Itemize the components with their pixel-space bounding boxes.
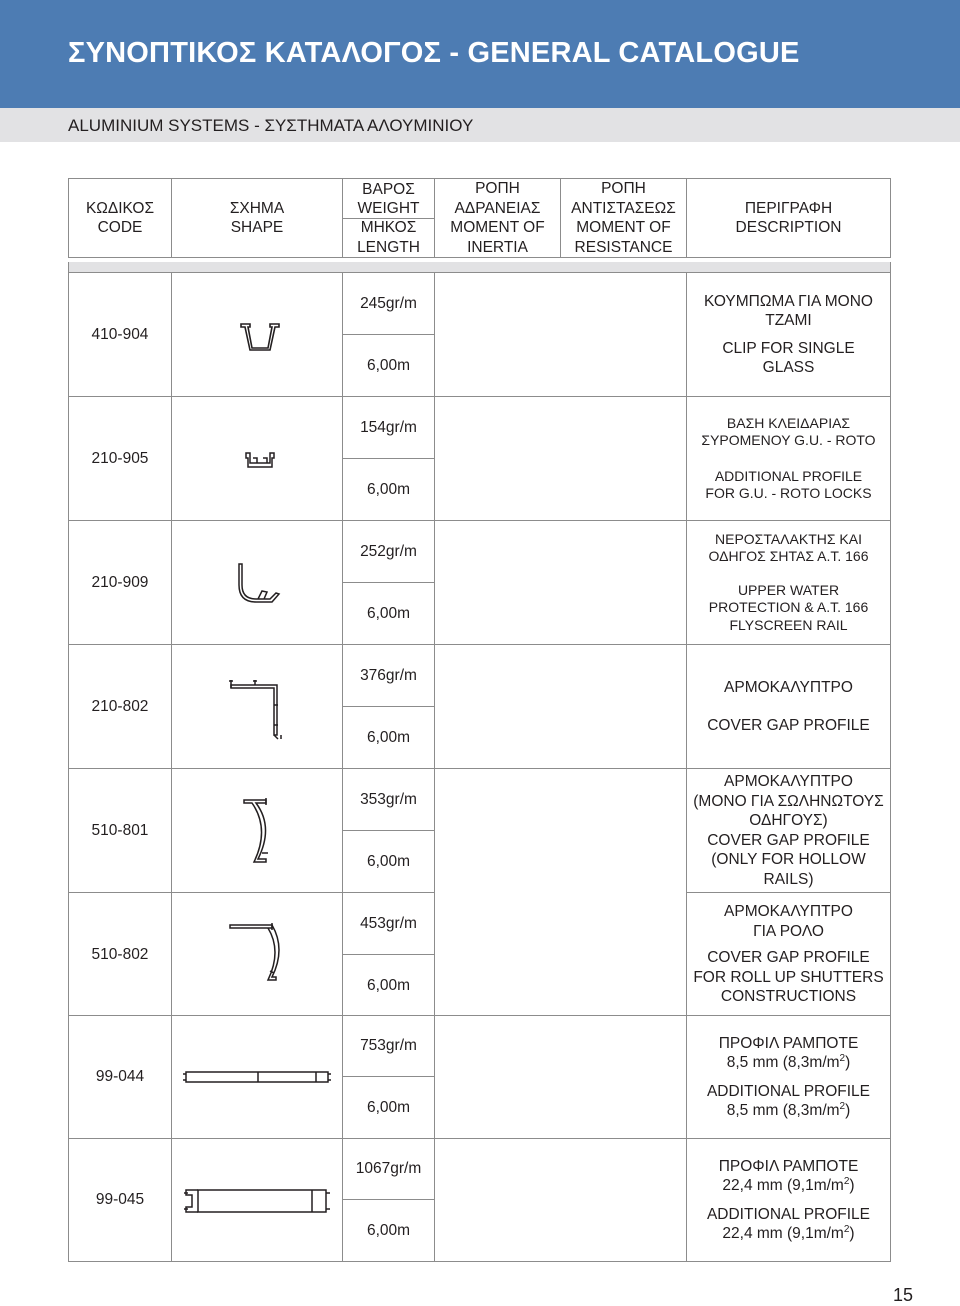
code-cell: 410-904 [68, 272, 172, 397]
desc-gr-line [722, 1176, 854, 1196]
desc-gr-line: ΤΖΑΜΙ [765, 312, 812, 329]
description-cell [686, 520, 891, 645]
desc-en-line [722, 1224, 854, 1244]
header-separator [68, 262, 891, 272]
code-cell: 99-044 [68, 1015, 172, 1139]
header-weight [343, 180, 434, 218]
desc-gr-line: ΣΥΡΟΜΕΝΟΥ G.U. - ROTO [701, 432, 876, 448]
inertia-cell [434, 768, 561, 1017]
inertia-cell [434, 1138, 561, 1262]
header-weight-length [342, 178, 435, 258]
desc-en-line: GLASS [762, 359, 815, 376]
weight-cell: 154gr/m [342, 396, 435, 459]
header-length-en: LENGTH [357, 238, 420, 256]
desc-en-line: COVER GAP PROFILE [707, 949, 870, 967]
profile-210-909-shape [236, 563, 280, 605]
desc-en-line: COVER GAP PROFILE [707, 717, 870, 734]
resistance-cell [560, 1015, 687, 1139]
desc-gr-line: ΟΔΗΓΟΥΣ) [749, 812, 828, 829]
desc-en-line: (ONLY FOR HOLLOW [711, 851, 866, 868]
shape-cell [171, 1015, 343, 1139]
header-desc-en: DESCRIPTION [735, 219, 842, 236]
desc-en-line: CLIP FOR SINGLE [722, 339, 855, 357]
desc-en-line: ADDITIONAL PROFILE [706, 1205, 871, 1223]
description-cell [686, 1138, 891, 1262]
desc-en-line: RAILS) [763, 870, 814, 888]
weight-cell: 376gr/m [342, 644, 435, 707]
resistance-cell [560, 396, 687, 521]
desc-gr-line: ΑΡΜΟΚΑΛΥΠΤΡΟ [724, 903, 853, 921]
profile-210-905-shape [245, 452, 275, 468]
desc-gr-line: (ΜΟΝΟ ΓΙΑ ΣΩΛΗΝΩΤΟΥΣ [693, 792, 884, 810]
profile-510-801-shape [242, 797, 276, 863]
shape-cell [171, 1138, 343, 1262]
length-cell: 6,00m [342, 1199, 435, 1262]
header-shape-en: SHAPE [230, 219, 284, 236]
shape-cell [171, 272, 343, 397]
length-cell: 6,00m [342, 582, 435, 645]
length-cell: 6,00m [342, 830, 435, 893]
desc-en-line: FOR G.U. - ROTO LOCKS [705, 485, 872, 501]
description-cell [686, 768, 891, 893]
code-cell: 210-802 [68, 644, 172, 769]
description-cell [686, 1015, 891, 1139]
inertia-cell [434, 520, 561, 645]
inertia-cell [434, 644, 561, 769]
weight-cell: 453gr/m [342, 892, 435, 955]
desc-gr-line: ΑΡΜΟΚΑΛΥΠΤΡΟ [724, 678, 853, 696]
subtitle-bar [0, 108, 960, 142]
weight-cell: 753gr/m [342, 1015, 435, 1077]
desc-gr-line: ΒΑΣΗ ΚΛΕΙΔΑΡΙΑΣ [726, 414, 851, 431]
description-cell [686, 272, 891, 397]
header-code-gr: ΚΩΔΙΚΟΣ [85, 199, 155, 217]
inertia-cell [434, 272, 561, 397]
weight-cell: 245gr/m [342, 272, 435, 335]
desc-en-text: 22,4 mm (9,1m/m [722, 1225, 844, 1242]
profile-99-044-shape [182, 1070, 332, 1084]
profile-510-802-shape [228, 921, 284, 981]
desc-en-line [727, 1101, 851, 1121]
header-resistance-line: MOMENT OF [576, 219, 671, 236]
length-cell: 6,00m [342, 458, 435, 521]
weight-cell: 252gr/m [342, 520, 435, 583]
desc-en-line: FOR ROLL UP SHUTTERS [693, 968, 884, 986]
resistance-cell [560, 644, 687, 769]
inertia-cell [434, 396, 561, 521]
desc-en-superscript: 2 [839, 1101, 846, 1112]
header-shape-gr: ΣΧΗΜΑ [229, 199, 285, 217]
desc-gr-line [727, 1053, 851, 1073]
description-cell [686, 644, 891, 769]
desc-gr-line: ΠΡΟΦΙΛ ΡΑΜΠΟΤΕ [718, 1157, 859, 1175]
desc-gr-line: ΑΡΜΟΚΑΛΥΠΤΡΟ [724, 773, 853, 790]
desc-en-end: ) [849, 1225, 855, 1242]
desc-gr-text: 22,4 mm (9,1m/m [722, 1177, 844, 1194]
shape-cell [171, 768, 343, 893]
desc-en-line: COVER GAP PROFILE [707, 831, 870, 849]
resistance-cell [560, 272, 687, 397]
code-cell: 210-909 [68, 520, 172, 645]
desc-gr-line: ΚΟΥΜΠΩΜΑ ΓΙΑ ΜΟΝΟ [703, 292, 873, 310]
desc-gr-line: ΟΔΗΓΟΣ ΣΗΤΑΣ Α.Τ. 166 [708, 548, 869, 565]
header-shape [171, 178, 343, 258]
shape-cell [171, 892, 343, 1017]
profile-410-904-shape [240, 321, 280, 351]
length-cell: 6,00m [342, 706, 435, 769]
desc-en-text: 8,5 mm (8,3m/m [726, 1102, 840, 1119]
header-weight-gr: ΒΑΡΟΣ [362, 180, 415, 198]
header-inertia-line: INERTIA [467, 238, 528, 256]
shape-cell [171, 644, 343, 769]
desc-gr-line: ΝΕΡΟΣΤΑΛΑΚΤΗΣ ΚΑΙ [715, 530, 862, 547]
desc-gr-line: ΠΡΟΦΙΛ ΡΑΜΠΟΤΕ [718, 1034, 859, 1052]
section-subtitle: ALUMINIUM SYSTEMS - ΣΥΣΤΗΜΑΤΑ ΑΛΟΥΜΙΝΙΟΥ [68, 116, 474, 135]
header-code-en: CODE [97, 219, 143, 236]
desc-en-line: PROTECTION & A.T. 166 [708, 599, 869, 616]
desc-gr-text: 8,5 mm (8,3m/m [726, 1054, 840, 1071]
inertia-cell [434, 1015, 561, 1139]
header-length [343, 218, 434, 256]
page-number: 15 [893, 1285, 914, 1305]
header-resistance-line: ΡΟΠΗ [601, 180, 646, 197]
header-length-gr: ΜΗΚΟΣ [360, 219, 417, 236]
description-cell [686, 396, 891, 521]
desc-en-line: ADDITIONAL PROFILE [706, 1082, 871, 1100]
desc-gr-superscript: 2 [843, 1176, 850, 1187]
header-resistance-line: RESISTANCE [574, 238, 673, 256]
resistance-cell [560, 1138, 687, 1262]
desc-en-line: ADDITIONAL PROFILE [714, 467, 863, 484]
shape-cell [171, 520, 343, 645]
weight-cell: 1067gr/m [342, 1138, 435, 1200]
code-cell: 210-905 [68, 396, 172, 521]
page-title: ΣΥΝΟΠΤΙΚΟΣ ΚΑΤΑΛΟΓΟΣ - GENERAL CATALOGUE [68, 37, 800, 69]
code-cell: 510-801 [68, 768, 172, 893]
desc-gr-line: ΓΙΑ ΡΟΛΟ [753, 922, 824, 940]
length-cell: 6,00m [342, 954, 435, 1017]
profile-99-045-shape [182, 1187, 332, 1215]
desc-en-line: UPPER WATER [737, 581, 840, 598]
desc-en-superscript: 2 [843, 1224, 850, 1235]
header-weight-en: WEIGHT [357, 200, 420, 217]
desc-en-line: CONSTRUCTIONS [720, 988, 857, 1006]
title-banner [0, 0, 960, 108]
desc-en-end: ) [845, 1102, 851, 1119]
resistance-cell [560, 768, 687, 1017]
length-cell: 6,00m [342, 334, 435, 397]
code-cell: 510-802 [68, 892, 172, 1017]
header-code [68, 178, 172, 258]
header-inertia-line: MOMENT OF [450, 219, 545, 236]
length-cell: 6,00m [342, 1076, 435, 1139]
resistance-cell [560, 520, 687, 645]
header-resistance [560, 178, 687, 258]
header-inertia-line: ΡΟΠΗ [475, 180, 520, 197]
header-resistance-line: ΑΝΤΙΣΤΑΣΕΩΣ [571, 199, 676, 217]
header-description [686, 178, 891, 258]
header-desc-gr: ΠΕΡΙΓΡΑΦΗ [744, 199, 833, 217]
profile-210-802-shape [227, 675, 289, 739]
weight-cell: 353gr/m [342, 768, 435, 831]
header-inertia-line: ΑΔΡΑΝΕΙΑΣ [454, 199, 541, 217]
code-cell: 99-045 [68, 1138, 172, 1262]
header-inertia [434, 178, 561, 258]
desc-gr-end: ) [849, 1177, 855, 1194]
description-cell [686, 892, 891, 1017]
desc-en-line: FLYSCREEN RAIL [729, 616, 848, 633]
desc-gr-end: ) [845, 1054, 851, 1071]
shape-cell [171, 396, 343, 521]
desc-gr-superscript: 2 [839, 1053, 846, 1064]
